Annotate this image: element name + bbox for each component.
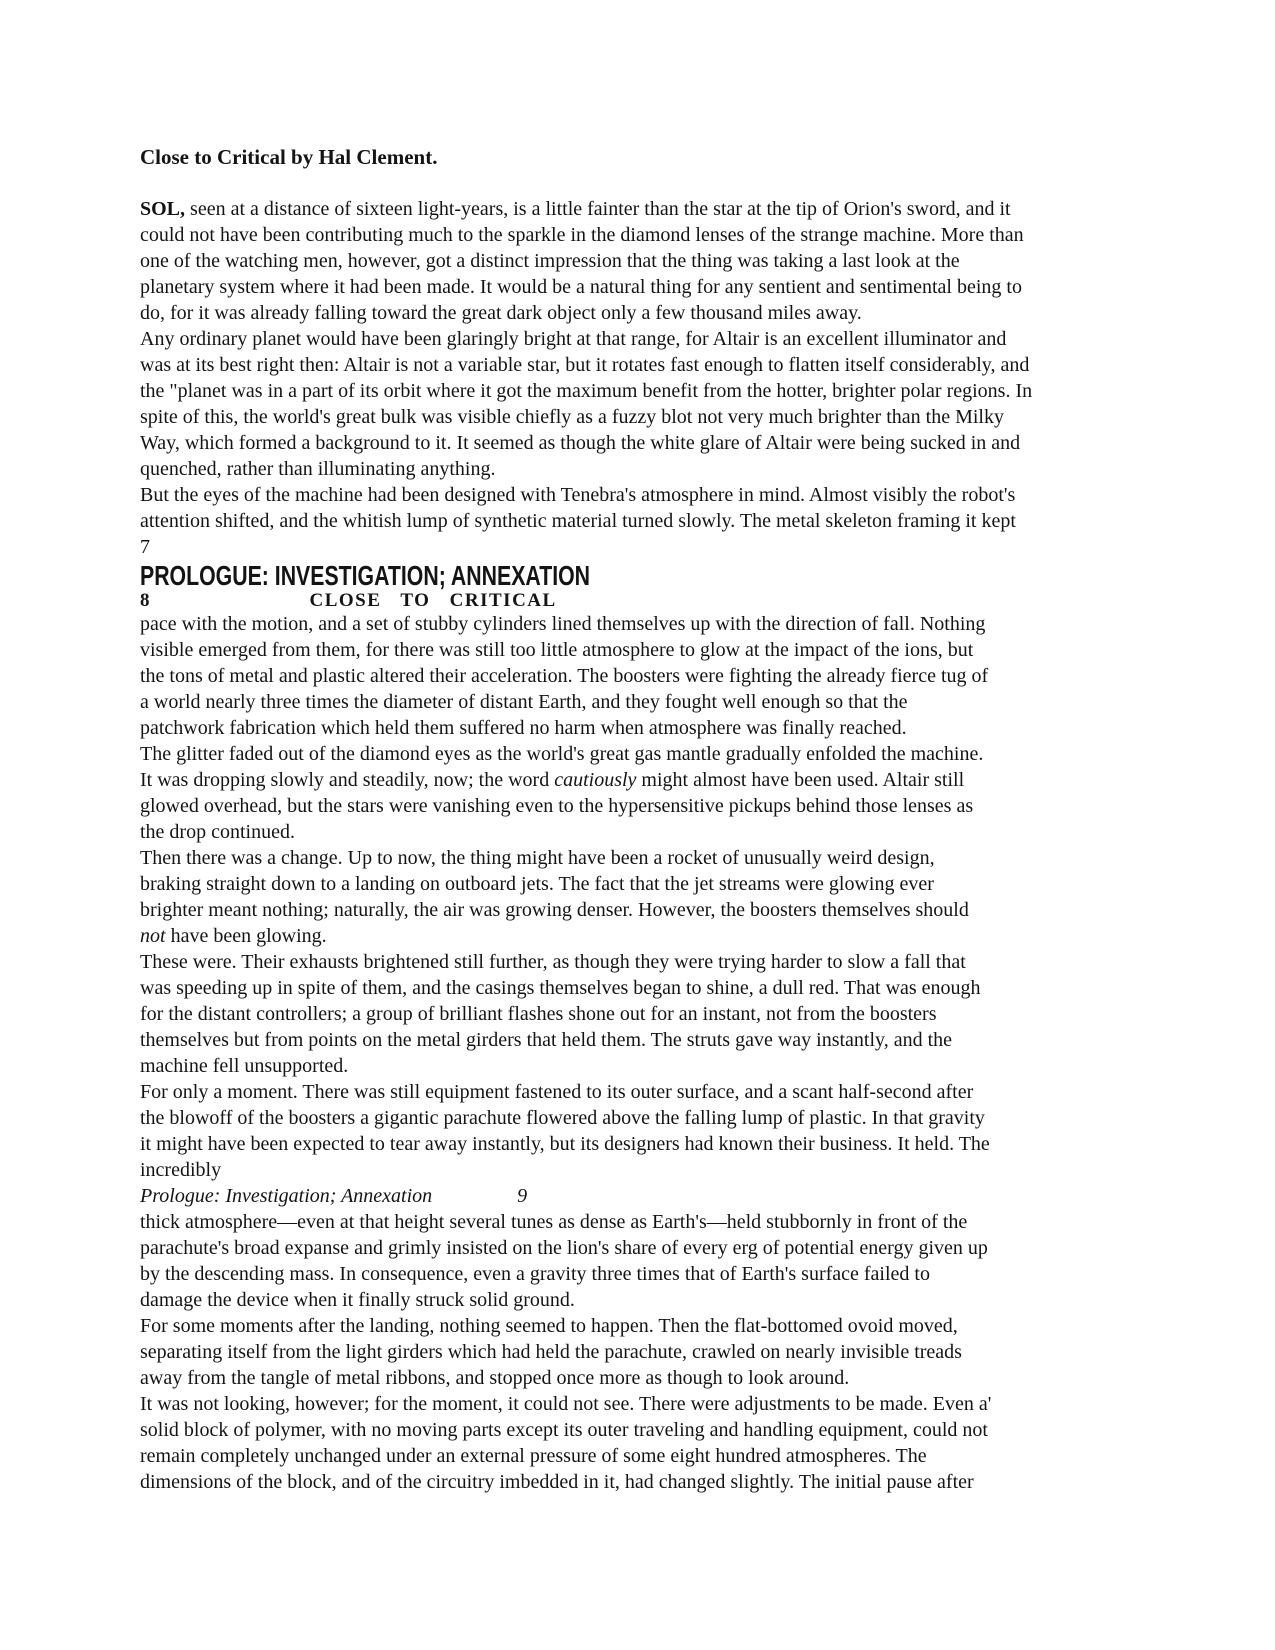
body-line [140,1157,1145,1183]
body-line [140,404,1145,430]
text-segment: the blowoff of the boosters a gigantic parachute flowered above the falling lump of plastic. In that gravity [140,1107,985,1129]
emphasis-text: not [140,925,166,947]
text-segment: spite of this, the world's great bulk was visible chiefly as a fuzzy blot not very much brighter than the Milky [140,406,1004,428]
text-segment: visible emerged from them, for there was still too little atmosphere to glow at the impact of the ions, but [140,639,974,661]
text-segment: could not have been contributing much to the sparkle in the diamond lenses of the strange machine. More than [140,224,1024,246]
emphasis-text: cautiously [554,769,637,791]
text-segment: was speeding up in spite of them, and the casings themselves began to shine, a dull red. That was enough [140,977,981,999]
body-line [140,1365,1145,1391]
text-segment: Then there was a change. Up to now, the thing might have been a rocket of unusually weird design, [140,847,935,869]
text-segment: one of the watching men, however, got a distinct impression that the thing was taking a last look at the [140,250,960,272]
body-line [140,248,1145,274]
text-segment: a world nearly three times the diameter of distant Earth, and they fought well enough so that the [140,691,908,713]
body-line [140,611,1145,637]
body-line [140,1391,1145,1417]
body-line [140,1105,1145,1131]
body-line [140,1209,1145,1235]
text-segment: Way, which formed a background to it. It seemed as though the white glare of Altair were being sucked in and [140,432,1021,454]
text-segment: do, for it was already falling toward the great dark object only a few thousand miles away. [140,302,862,324]
text-segment: thick atmosphere—even at that height several tunes as dense as Earth's—held stubbornly in front of the [140,1211,968,1233]
body-line [140,819,1145,845]
emphasis-text: SOL, [140,198,186,220]
body-line [140,1443,1145,1469]
body-line [140,222,1145,248]
text-segment: dimensions of the block, and of the circuitry imbedded in it, had changed slightly. The initial pause after [140,1471,974,1493]
running-header-italic [140,1183,1145,1209]
body-line [140,482,1145,508]
text-segment: It was dropping slowly and steadily, now; the word [140,769,555,791]
body-line [140,767,1145,793]
text-segment: 7 [140,536,150,558]
body-line [140,871,1145,897]
text-segment: brighter meant nothing; naturally, the air was growing denser. However, the boosters themselves should [140,899,969,921]
body-line [140,274,1145,300]
running-header-page-number: 8 [140,590,150,611]
running-header-book-title: CLOSE TO CRITICAL [309,590,557,611]
body-line [140,326,1145,352]
text-segment: the tons of metal and plastic altered their acceleration. The boosters were fighting the already fierce tug of [140,665,989,687]
text-segment: it might have been expected to tear away instantly, but its designers had known their business. It held. The [140,1133,990,1155]
text-segment: Any ordinary planet would have been glaringly bright at that range, for Altair is an excellent illuminator and [140,328,1007,350]
text-segment: remain completely unchanged under an external pressure of some eight hundred atmospheres. The [140,1445,927,1467]
body-line [140,793,1145,819]
body-line [140,456,1145,482]
body-line [140,1131,1145,1157]
body-line [140,196,1145,222]
running-header-chapter-title: Prologue: Investigation; Annexation [140,1185,433,1207]
body-line [140,378,1145,404]
text-segment: solid block of polymer, with no moving parts except its outer traveling and handling equipment, could not [140,1419,988,1441]
text-segment: planetary system where it had been made. It would be a natural thing for any sentient and sentimental being to [140,276,1022,298]
text-segment: For some moments after the landing, nothing seemed to happen. Then the flat-bottomed ovoid moved, [140,1315,958,1337]
text-segment: glowed overhead, but the stars were vanishing even to the hypersensitive pickups behind those lenses as [140,795,974,817]
text-segment: It was not looking, however; for the moment, it could not see. There were adjustments to be made. Even a' [140,1393,992,1415]
running-header [140,591,1145,611]
page-text-content [140,144,1145,1495]
chapter-heading [140,560,904,591]
text-segment: For only a moment. There was still equipment fastened to its outer surface, and a scant half-second after [140,1081,974,1103]
body-line [140,1235,1145,1261]
body-line [140,1313,1145,1339]
body-line [140,715,1145,741]
text-segment: was at its best right then: Altair is not a variable star, but it rotates fast enough to flatten itself considerably, and [140,354,1030,376]
body-line [140,1001,1145,1027]
body-line [140,741,1145,767]
emphasis-text: Close to Critical by Hal Clement. [140,145,438,169]
text-segment: by the descending mass. In consequence, even a gravity three times that of Earth's surface failed to [140,1263,930,1285]
body-line [140,1417,1145,1443]
body-line [140,637,1145,663]
text-segment: PROLOGUE: INVESTIGATION; ANNEXATION [140,560,591,591]
text-segment: The glitter faded out of the diamond eyes as the world's great gas mantle gradually enfolded the machine. [140,743,984,765]
text-segment: patchwork fabrication which held them suffered no harm when atmosphere was finally reached. [140,717,907,739]
text-segment: themselves but from points on the metal girders that held them. The struts gave way instantly, and the [140,1029,953,1051]
text-segment: the "planet was in a part of its orbit where it got the maximum benefit from the hotter, brighter polar regions. In [140,380,1033,402]
body-line [140,1261,1145,1287]
running-header-page-number: 9 [517,1185,528,1207]
body-line [140,352,1145,378]
body-line [140,1053,1145,1079]
page-number [140,534,1145,560]
text-segment: attention shifted, and the whitish lump of synthetic material turned slowly. The metal skeleton framing it kept [140,510,1016,532]
text-segment: might almost have been used. Altair still [636,769,965,791]
text-segment: seen at a distance of sixteen light-years, is a little fainter than the star at the tip of Orion's sword, and it [185,198,1011,220]
body-line [140,300,1145,326]
text-segment: These were. Their exhausts brightened still further, as though they were trying harder to slow a fall that [140,951,966,973]
text-segment: machine fell unsupported. [140,1055,349,1077]
body-line [140,1339,1145,1365]
body-line [140,1027,1145,1053]
text-segment: separating itself from the light girders which had held the parachute, crawled on nearly invisible treads [140,1341,962,1363]
body-line [140,975,1145,1001]
text-segment: damage the device when it finally struck solid ground. [140,1289,575,1311]
body-line [140,508,1145,534]
body-line [140,1287,1145,1313]
text-segment: quenched, rather than illuminating anything. [140,458,496,480]
body-line [140,897,1145,923]
text-segment: But the eyes of the machine had been designed with Tenebra's atmosphere in mind. Almost visibly the robot's [140,484,1016,506]
line-spacer [140,171,1145,196]
body-line [140,845,1145,871]
body-line [140,1469,1145,1495]
text-segment: for the distant controllers; a group of brilliant flashes shone out for an instant, not from the boosters [140,1003,937,1025]
body-line [140,1079,1145,1105]
text-segment: the drop continued. [140,821,295,843]
text-segment: away from the tangle of metal ribbons, and stopped once more as though to look around. [140,1367,850,1389]
body-line [140,923,1145,949]
text-segment: incredibly [140,1159,222,1181]
text-segment: braking straight down to a landing on outboard jets. The fact that the jet streams were glowing ever [140,873,934,895]
body-line [140,663,1145,689]
book-title [140,144,1145,171]
text-segment: parachute's broad expanse and grimly insisted on the lion's share of every erg of potential energy given up [140,1237,988,1259]
text-segment: pace with the motion, and a set of stubby cylinders lined themselves up with the direction of fall. Nothing [140,613,986,635]
body-line [140,949,1145,975]
text-segment: have been glowing. [165,925,327,947]
body-line [140,689,1145,715]
body-line [140,430,1145,456]
